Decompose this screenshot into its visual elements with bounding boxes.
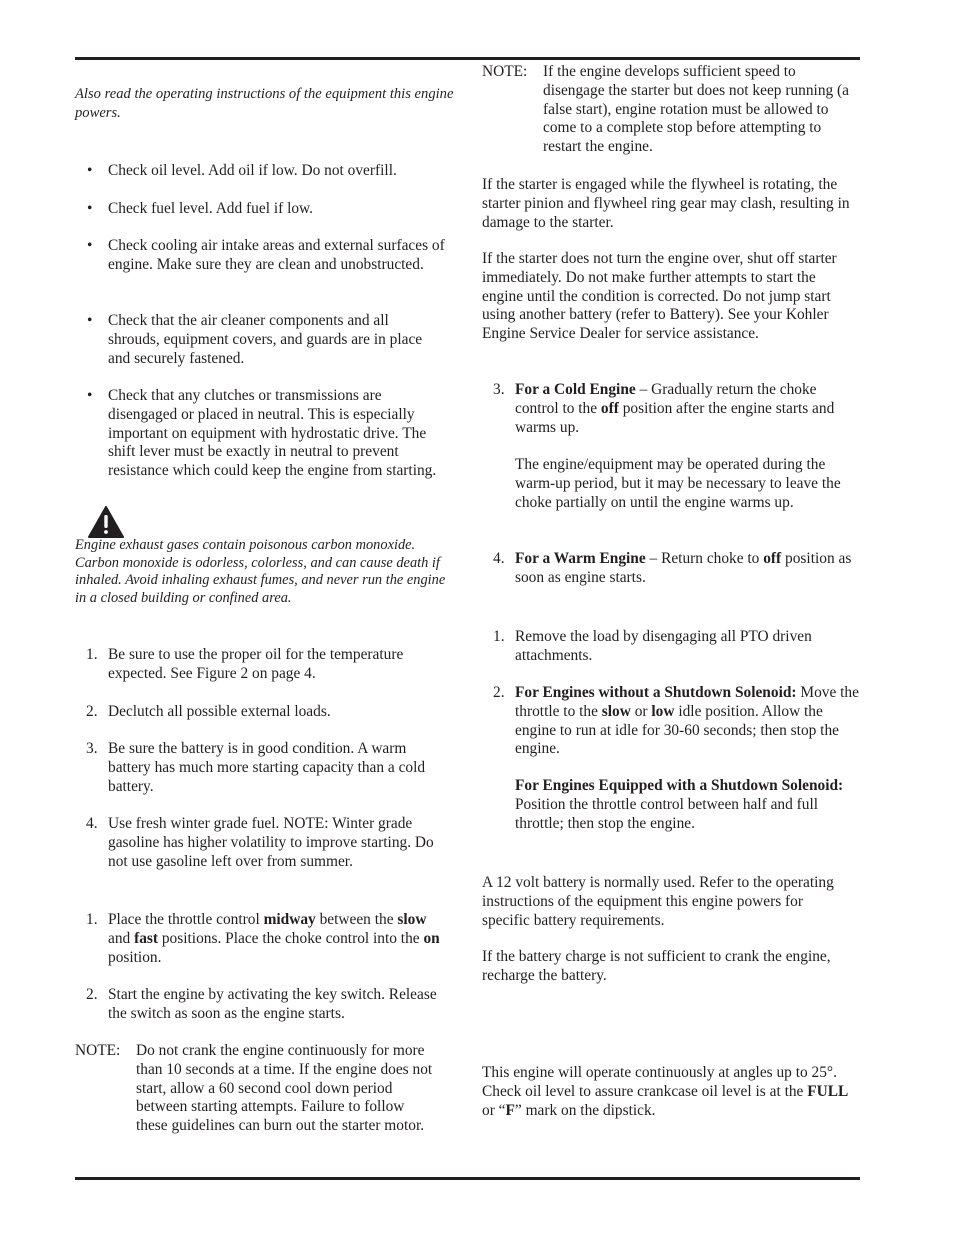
intro-note: Also read the operating instructions of the equipment this engine powers. bbox=[75, 86, 454, 121]
item-number: 1. bbox=[493, 628, 505, 645]
step-paragraph: For Engines Equipped with a Shutdown Solenoid: Position the throttle control between half and full throttle; then stop the engine. bbox=[515, 777, 844, 832]
item-text: Start the engine by activating the key switch. Release the switch as soon as the engine starts. bbox=[108, 986, 437, 1022]
angle-paragraph: This engine will operate continuously at angles up to 25°. Check oil level to assure crankcase oil level is at the FULL or “F” mark on the dipstick. bbox=[482, 1064, 849, 1119]
warning-text: Engine exhaust gases contain poisonous carbon monoxide. Carbon monoxide is odorless, colorless, and can cause death if inhaled. Avoid inhaling exhaust fumes, and never run the engine in a closed building or confined area. bbox=[75, 537, 446, 606]
item-number: 4. bbox=[86, 815, 98, 832]
bullet-icon: • bbox=[87, 200, 93, 217]
check-text: Check that the air cleaner components and all shrouds, equipment covers, and guards are in place and securely fastened. bbox=[108, 312, 423, 367]
item-number: 1. bbox=[86, 646, 98, 663]
item-number: 3. bbox=[86, 740, 98, 757]
item-number: 3. bbox=[493, 381, 505, 398]
starter-fail-paragraph: If the starter does not turn the engine over, shut off starter immediately. Do not make further attempts to start the engine until the condition is corrected. Do not jump start using another battery (refer to Battery). See your Kohler Engine Service Dealer for service assistance. bbox=[482, 250, 837, 343]
check-text: Check oil level. Add oil if low. Do not overfill. bbox=[108, 162, 397, 179]
bullet-icon: • bbox=[87, 312, 93, 329]
item-number: 4. bbox=[493, 550, 505, 567]
item-number: 2. bbox=[86, 703, 98, 720]
battery-paragraph-1: A 12 volt battery is normally used. Refer to the operating instructions of the equipment this engine powers for specific battery requirements. bbox=[482, 874, 834, 929]
note-label: NOTE: bbox=[482, 63, 528, 80]
item-number: 1. bbox=[86, 911, 98, 928]
item-text: For Engines without a Shutdown Solenoid: Move the throttle to the slow or low idle position. Allow the engine to run at idle for 30-60 seconds; then stop the engine. bbox=[515, 684, 859, 758]
item-text: Remove the load by disengaging all PTO driven attachments. bbox=[515, 628, 812, 664]
note-text: Do not crank the engine continuously for more than 10 seconds at a time. If the engine does not start, allow a 60 second cool down period between starting attempts. Failure to follow these guidelines can burn out the starter motor. bbox=[136, 1042, 433, 1135]
item-text: Place the throttle control midway between the slow and fast positions. Place the choke control into the on position. bbox=[108, 911, 440, 966]
item-text: Declutch all possible external loads. bbox=[108, 703, 331, 720]
item-text: For a Cold Engine – Gradually return the choke control to the off position after the engine starts and warms up. bbox=[515, 381, 835, 436]
bullet-icon: • bbox=[87, 237, 93, 254]
check-text: Check that any clutches or transmissions are disengaged or placed in neutral. This is especially important on equipment with hydrostatic drive. The shift lever must be exactly in neutral to prevent resistance which could keep the engine from starting. bbox=[108, 387, 437, 480]
item-number: 2. bbox=[493, 684, 505, 701]
battery-paragraph-2: If the battery charge is not sufficient to crank the engine, recharge the battery. bbox=[482, 948, 831, 984]
note-label: NOTE: bbox=[75, 1042, 121, 1059]
starter-clash-paragraph: If the starter is engaged while the flywheel is rotating, the starter pinion and flywheel ring gear may clash, resulting in damage to the starter. bbox=[482, 176, 850, 231]
step-paragraph: The engine/equipment may be operated during the warm-up period, but it may be necessary to leave the choke partially on until the engine warms up. bbox=[515, 456, 841, 511]
bullet-icon: • bbox=[87, 162, 93, 179]
note-text: If the engine develops sufficient speed to disengage the starter but does not keep running (a false start), engine rotation must be allowed to come to a complete stop before attempting to restart the engine. bbox=[543, 63, 850, 156]
check-text: Check fuel level. Add fuel if low. bbox=[108, 200, 314, 217]
item-text: Use fresh winter grade fuel. NOTE: Winter grade gasoline has higher volatility to improve starting. Do not use gasoline left over from summer. bbox=[108, 815, 434, 870]
item-text: Be sure to use the proper oil for the temperature expected. See Figure 2 on page 4. bbox=[108, 646, 404, 682]
item-number: 2. bbox=[86, 986, 98, 1003]
check-text: Check cooling air intake areas and external surfaces of engine. Make sure they are clean and unobstructed. bbox=[108, 237, 445, 273]
bullet-icon: • bbox=[87, 387, 93, 404]
item-text: For a Warm Engine – Return choke to off position as soon as engine starts. bbox=[515, 550, 852, 586]
item-text: Be sure the battery is in good condition. A warm battery has much more starting capacity than a cold battery. bbox=[108, 740, 426, 795]
